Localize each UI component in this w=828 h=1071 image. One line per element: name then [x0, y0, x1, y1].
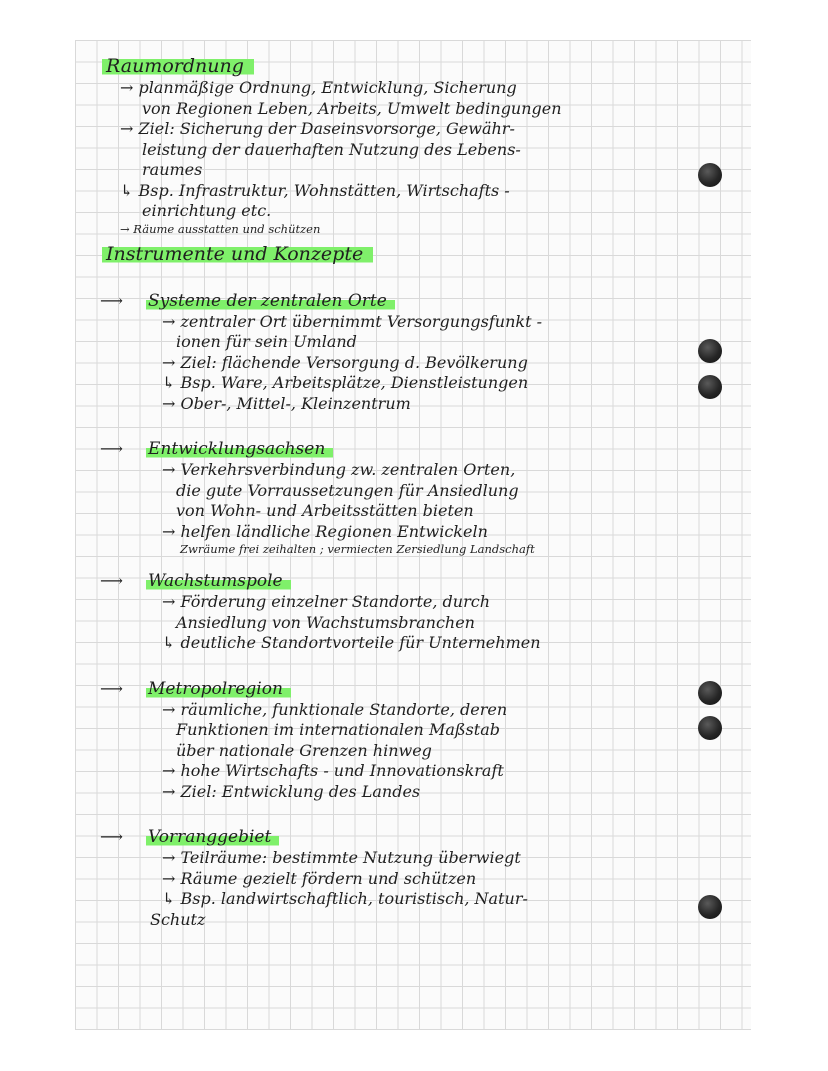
section-title: Systeme der zentralen Orte [146, 290, 395, 312]
section-zentrale-orte [100, 290, 720, 415]
intro-line: → Ziel: Sicherung der Daseinsvorsorge, Gewähr- [120, 119, 515, 138]
section-line: über nationale Grenzen hinweg [176, 740, 432, 760]
section-vorranggebiet [100, 826, 720, 930]
notes-content [100, 54, 720, 930]
intro-block [100, 78, 720, 236]
section-arrow: ⟶ [100, 678, 123, 698]
intro-line: einrichtung etc. [142, 201, 272, 220]
page-title: Raumordnung [102, 54, 254, 78]
section-line: → helfen ländliche Regionen Entwickeln [162, 521, 488, 541]
instruments-title: Instrumente und Konzepte [102, 242, 373, 266]
section-line: → Teilräume: bestimmte Nutzung überwiegt [162, 848, 521, 867]
section-arrow: ⟶ [100, 571, 123, 590]
section-line: Schutz [150, 909, 206, 929]
section-line: → hohe Wirtschafts - und Innovationskraft [162, 761, 504, 780]
grid-paper [75, 40, 751, 1030]
section-line: → räumliche, funktionale Standorte, deren [162, 699, 508, 719]
section-wachstumspole [100, 570, 720, 654]
intro-line: leistung der dauerhaften Nutzung des Lebens- [142, 139, 521, 159]
section-line: die gute Vorraussetzungen für Ansiedlung [176, 480, 519, 500]
section-line: ↳ Bsp. Ware, Arbeitsplätze, Dienstleistungen [162, 373, 529, 392]
section-line: ↳ deutliche Standortvorteile für Unternehmen [162, 633, 541, 652]
section-line: von Wohn- und Arbeitsstätten bieten [176, 501, 474, 520]
binder-hole [698, 375, 722, 399]
intro-line: raumes [142, 160, 203, 179]
section-line: → Ziel: Entwicklung des Landes [162, 781, 421, 801]
section-title: Entwicklungsachsen [146, 438, 333, 460]
section-title: Vorranggebiet [146, 826, 279, 848]
section-line: → Förderung einzelner Standorte, durch [162, 592, 490, 611]
section-line: → Verkehrsverbindung zw. zentralen Orten, [162, 460, 516, 479]
intro-line: von Regionen Leben, Arbeits, Umwelt bedingungen [142, 98, 562, 118]
section-line: → Räume gezielt fördern und schützen [162, 868, 477, 888]
section-title: Metropolregion [146, 678, 291, 700]
section-line: ionen für sein Umland [176, 332, 357, 351]
section-note: Zwräume frei zeihalten ; vermiecten Zersiedlung Landschaft [180, 542, 535, 556]
binder-hole [698, 163, 722, 187]
section-arrow: ⟶ [100, 827, 123, 846]
intro-note: → Räume ausstatten und schützen [120, 221, 321, 236]
section-line: → zentraler Ort übernimmt Versorgungsfunkt - [162, 311, 543, 331]
section-title: Wachstumspole [146, 570, 291, 592]
section-line: ↳ Bsp. landwirtschaftlich, touristisch, Natur- [162, 889, 528, 908]
section-line: → Ziel: flächende Versorgung d. Bevölkerung [162, 352, 528, 372]
section-arrow: ⟶ [100, 439, 123, 458]
section-line: Ansiedlung von Wachstumsbranchen [176, 612, 475, 632]
intro-line: → planmäßige Ordnung, Entwicklung, Sicherung [120, 78, 517, 97]
section-metropolregion [100, 678, 720, 803]
intro-line: ↳ Bsp. Infrastruktur, Wohnstätten, Wirtschafts - [120, 180, 510, 200]
binder-hole [698, 716, 722, 740]
binder-hole [698, 339, 722, 363]
section-line: Funktionen im internationalen Maßstab [176, 720, 500, 739]
section-arrow: ⟶ [100, 290, 123, 310]
section-line: → Ober-, Mittel-, Kleinzentrum [162, 393, 411, 413]
binder-hole [698, 895, 722, 919]
section-entwicklungsachsen [100, 438, 720, 556]
binder-hole [698, 681, 722, 705]
